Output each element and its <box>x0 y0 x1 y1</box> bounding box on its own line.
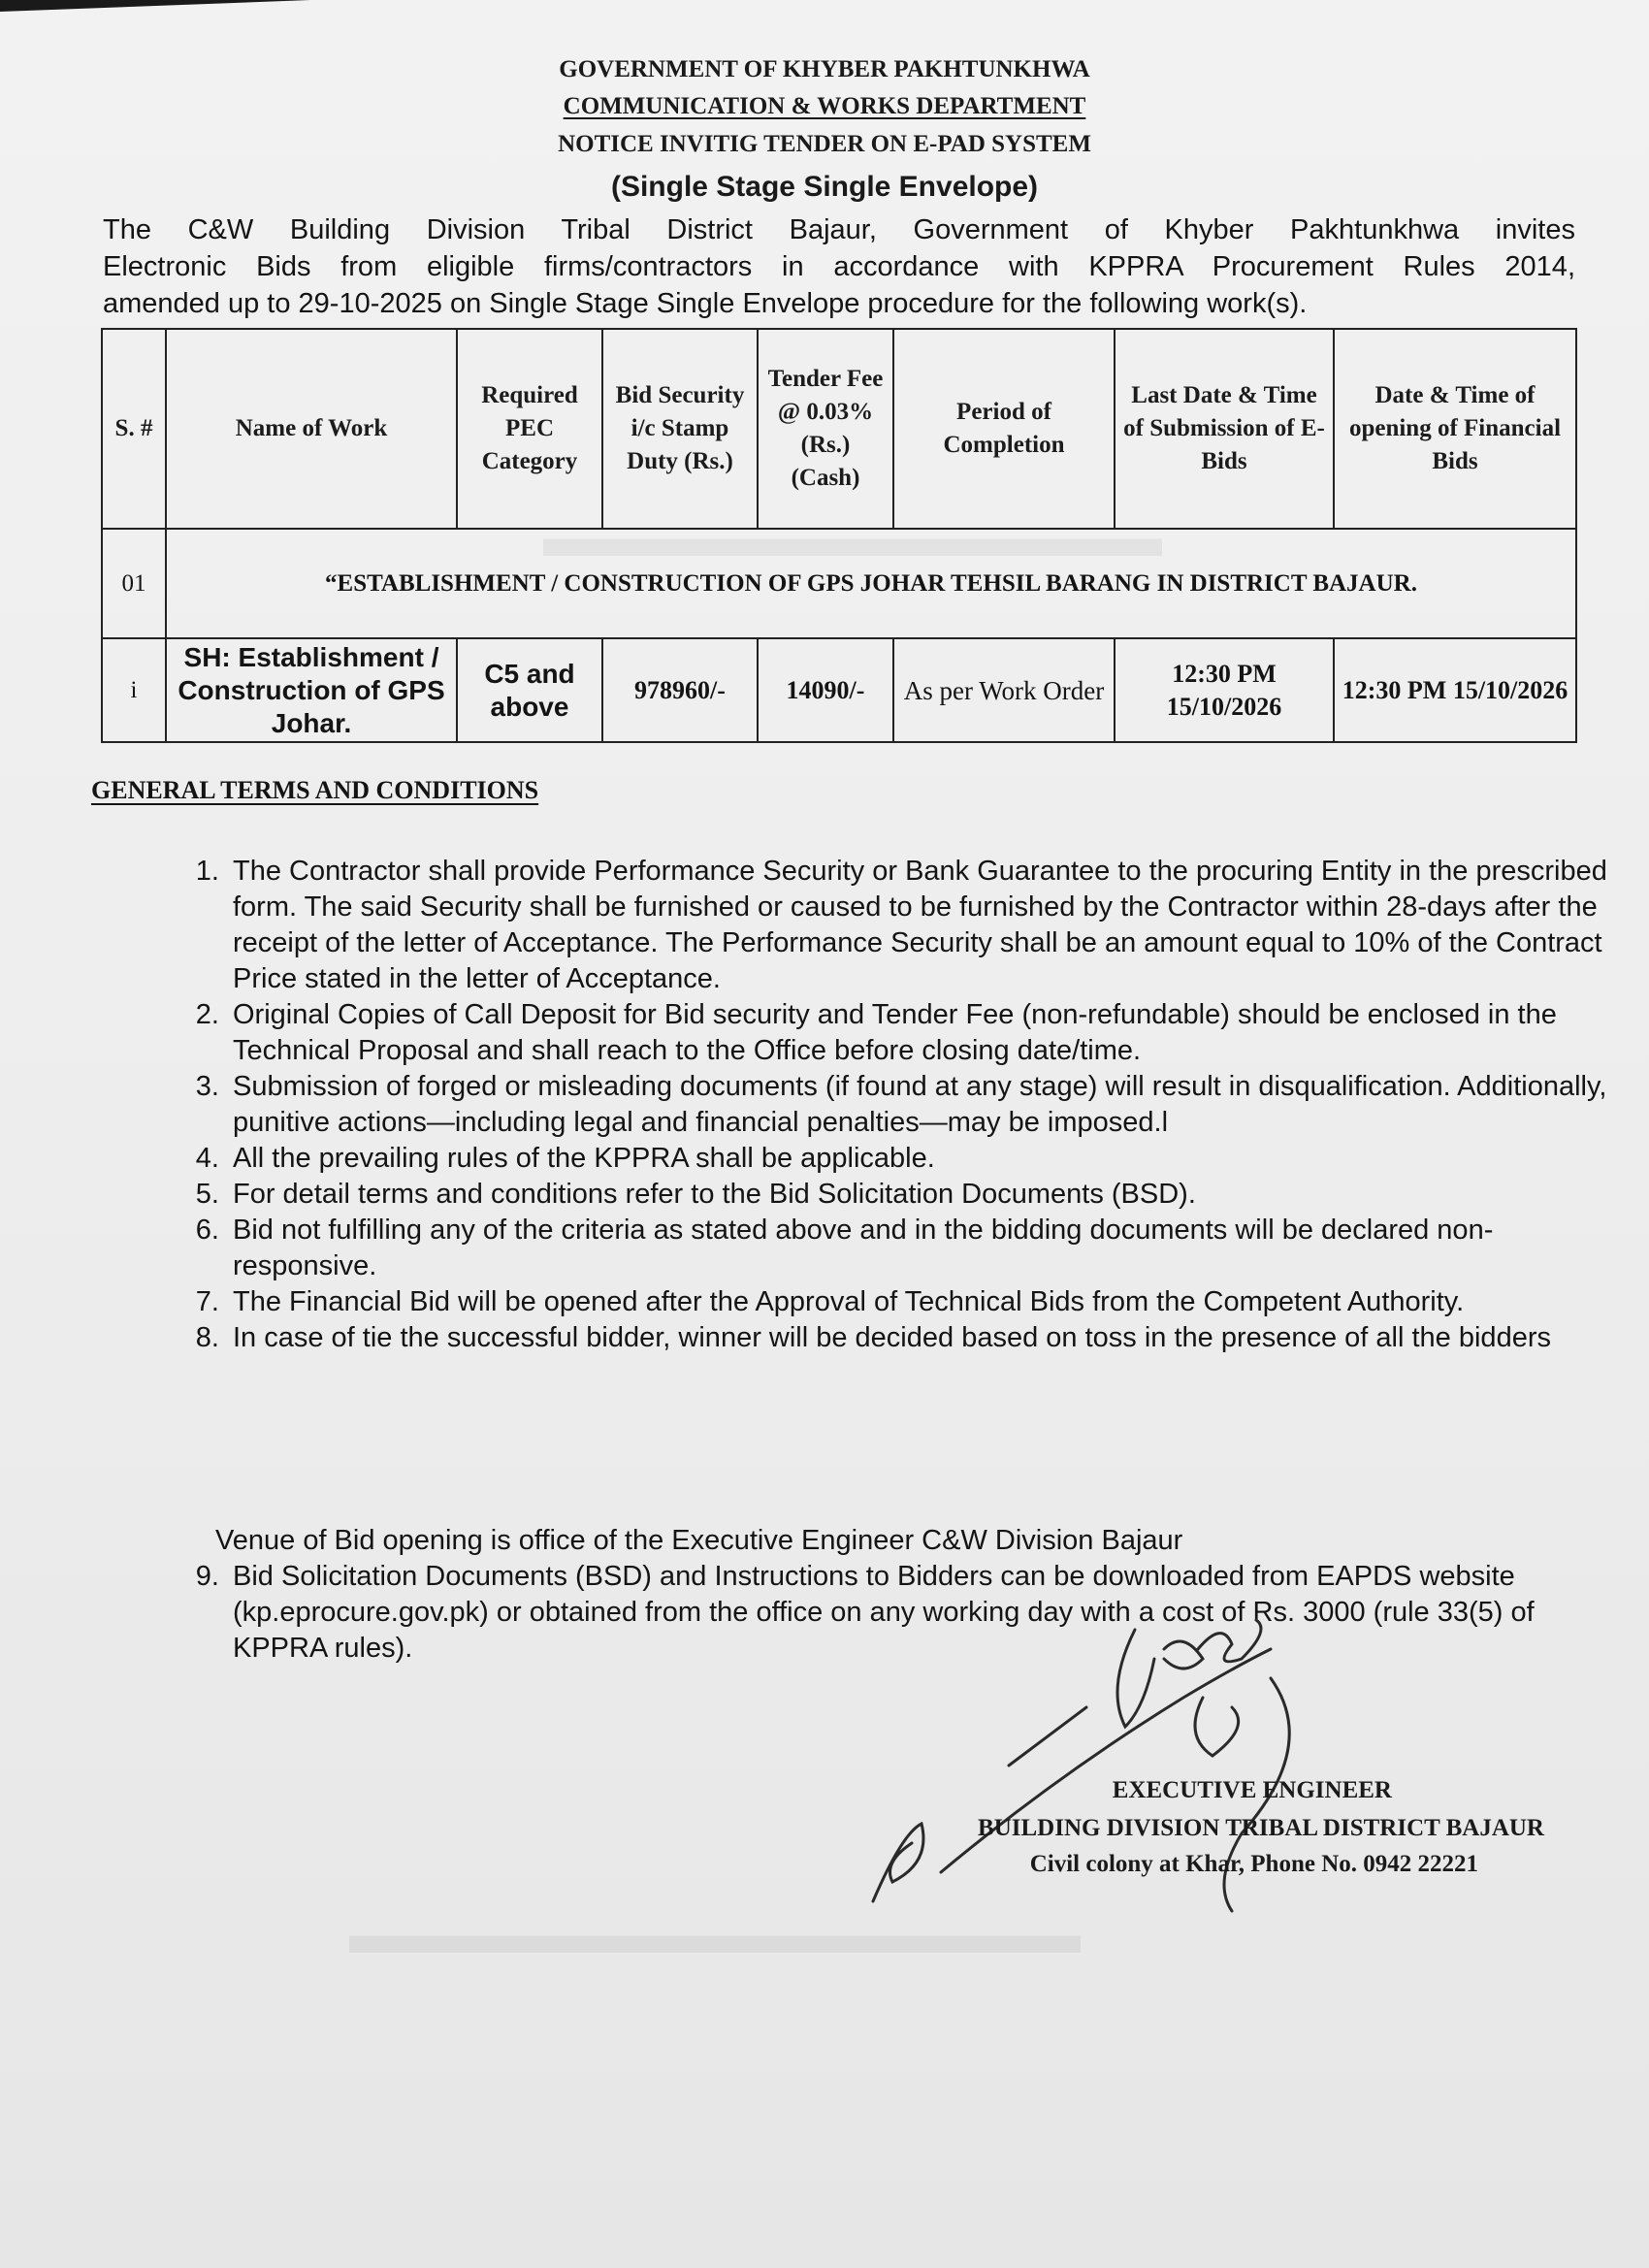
department-title: COMMUNICATION & WORKS DEPARTMENT <box>563 93 1086 119</box>
column-header: Required PEC Category <box>457 329 602 529</box>
venue-line: Venue of Bid opening is office of the Executive Engineer C&W Division Bajaur <box>215 1525 1183 1556</box>
term-item: 6. Bid not fulfilling any of the criteria as stated above and in the bidding documents will be declared non-responsive. <box>227 1213 1624 1284</box>
term-item: 4. All the prevailing rules of the KPPRA shall be applicable. <box>227 1141 1624 1177</box>
column-header: Last Date & Time of Submission of E-Bids <box>1115 329 1334 529</box>
table-row <box>102 529 1576 638</box>
column-header: Name of Work <box>166 329 457 529</box>
column-header: Date & Time of opening of Financial Bids <box>1334 329 1576 529</box>
period-of-completion: As per Work Order <box>893 638 1115 742</box>
notice-title: NOTICE INVITIG TENDER ON E-PAD SYSTEM <box>558 131 1091 157</box>
serial-number: 01 <box>102 529 166 638</box>
intro-line: amended up to 29-10-2025 on Single Stage Single Envelope procedure for the following work(s). <box>103 288 1308 319</box>
intro-line: The C&W Building Division Tribal District Bajaur, Government of Khyber Pakhtunkhwa invites <box>103 214 1575 245</box>
term-item: 5. For detail terms and conditions refer to the Bid Solicitation Documents (BSD). <box>227 1177 1624 1213</box>
terms-list <box>182 854 1624 1356</box>
intro-line: Electronic Bids from eligible firms/contractors in accordance with KPPRA Procurement Rules 2014, <box>103 251 1575 282</box>
signatory-division: BUILDING DIVISION TRIBAL DISTRICT BAJAUR <box>978 1815 1544 1841</box>
column-header: S. # <box>102 329 166 529</box>
table-header-row <box>102 329 1576 529</box>
folded-corner <box>0 0 310 12</box>
pec-category: C5 and above <box>457 638 602 742</box>
column-header: Tender Fee @ 0.03% (Rs.) (Cash) <box>758 329 893 529</box>
government-title: GOVERNMENT OF KHYBER PAKHTUNKHWA <box>559 56 1090 82</box>
procedure-subtitle: (Single Stage Single Envelope) <box>610 171 1039 203</box>
column-header: Period of Completion <box>893 329 1115 529</box>
intro-paragraph <box>103 211 1575 322</box>
term-item: 1. The Contractor shall provide Performance Security or Bank Guarantee to the procuring Entity in the prescribed form. The said Security shall be furnished or caused to be furnished by the Contractor within 28-days after the receipt of the letter of Acceptance. The Performance Security shall be an amount equal to 10% of the Contract Price stated in the letter of Acceptance. <box>227 854 1624 997</box>
term-item: 7. The Financial Bid will be opened after the Approval of Technical Bids from the Competent Authority. <box>227 1284 1624 1320</box>
terms-heading: GENERAL TERMS AND CONDITIONS <box>91 776 539 804</box>
tender-table <box>101 328 1577 743</box>
financial-bid-opening-date: 12:30 PM 15/10/2026 <box>1334 638 1576 742</box>
term-item: 3. Submission of forged or misleading documents (if found at any stage) will result in disqualification. Additionally, punitive actions—including legal and financial penalties—may be imposed.l <box>227 1069 1624 1141</box>
bleed-through-mark: ▬▬▬▬▬▬▬▬▬▬▬▬▬ <box>349 1902 1081 1965</box>
bid-security: 978960/- <box>602 638 758 742</box>
tender-fee: 14090/- <box>758 638 893 742</box>
serial-number: i <box>102 638 166 742</box>
term-item: 8. In case of tie the successful bidder, winner will be decided based on toss in the presence of all the bidders <box>227 1320 1624 1356</box>
last-submission-date: 12:30 PM 15/10/2026 <box>1115 638 1334 742</box>
sub-head-name: SH: Establishment / Construction of GPS Johar. <box>166 638 457 742</box>
work-title: “ESTABLISHMENT / CONSTRUCTION OF GPS JOHAR TEHSIL BARANG IN DISTRICT BAJAUR. <box>166 529 1576 638</box>
term-item: 9. Bid Solicitation Documents (BSD) and Instructions to Bidders can be downloaded from EAPDS website (kp.eprocure.gov.pk) or obtained from the office on any working day with a cost of Rs. 3000 (rule 33(5) of KPPRA rules). <box>227 1559 1624 1667</box>
table-row <box>102 638 1576 742</box>
term-item: 2. Original Copies of Call Deposit for Bid security and Tender Fee (non-refundable) should be enclosed in the Technical Proposal and shall reach to the Office before closing date/time. <box>227 997 1624 1069</box>
column-header: Bid Security i/c Stamp Duty (Rs.) <box>602 329 758 529</box>
signatory-address: Civil colony at Khar, Phone No. 0942 22221 <box>1029 1851 1478 1877</box>
bleed-through-mark: ▬▬▬▬▬▬▬▬▬▬▬ <box>543 505 1162 568</box>
signatory-title: EXECUTIVE ENGINEER <box>1112 1777 1392 1803</box>
